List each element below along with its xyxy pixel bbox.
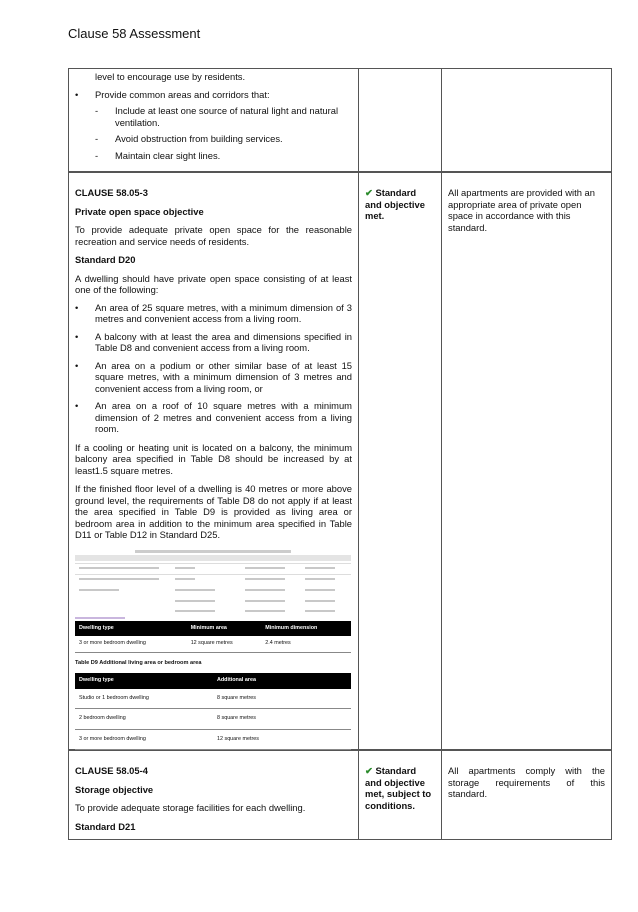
table-header: Minimum dimension [261,621,351,637]
bullet-text: An area of 25 square metres, with a minimum dimension of 3 metres and convenient access from a living room. [95,301,352,324]
dash-text: Avoid obstruction from building services. [115,133,283,144]
assessment-row-continued [68,68,612,172]
comment-cell [442,69,611,171]
checkmark-icon: ✔ [365,187,373,198]
comment-text: All apartments comply with the storage requirements of this standard. [448,765,605,799]
objective-title: Private open space objective [75,205,204,217]
list-item: - Include at least one source of natural light and natural ventilation. [75,105,352,128]
status-text: Standard and objective met, subject to conditions. [365,765,432,811]
standard-title: Standard D20 [75,254,136,265]
comment-cell [442,173,611,749]
embedded-table-figure [75,549,351,751]
objective-title: Storage objective [75,783,154,795]
bullet-text: An area on a podium or other similar base of at least 15 square metres, with a minimum dimension of 3 metres and convenient access from a living room, or [95,359,352,394]
objective-text: To provide adequate private open space for the reasonable recreation and service needs of residents. [75,224,352,247]
list-item: • An area on a roof of 10 square metres with a minimum dimension of 2 metres and convenient access from a living room. [75,400,352,434]
table-cell: 3 or more bedroom dwelling [75,636,187,652]
bullet-text: A balcony with at least the area and dimensions specified in Table D8 and convenient access from a living room. [95,330,352,353]
assessment-row-storage [68,750,612,840]
list-item: - Avoid obstruction from building services. [95,133,283,144]
table-row [75,709,351,730]
checkmark-icon: ✔ [365,765,373,776]
table-d9 [75,673,351,750]
lead-text: level to encourage use by residents. [95,71,246,82]
table-cell: 12 square metres [213,729,351,750]
status-cell [359,173,442,749]
table-header: Dwelling type [75,673,213,689]
table-row [75,729,351,750]
blurred-table-image [75,549,351,621]
requirement-cell [69,751,359,839]
table-header: Dwelling type [75,621,187,637]
table-cell: 2 bedroom dwelling [75,709,213,730]
status-cell [359,69,442,171]
table-row [75,636,351,652]
standard-intro: A dwelling should have private open space consisting of at least one of the following: [75,272,352,295]
objective-text: To provide adequate storage facilities for each dwelling. [75,802,306,813]
requirement-cell [69,69,359,171]
table-cell: 12 square metres [187,636,262,652]
table-cell: 8 square metres [213,689,351,709]
table-cell: 3 or more bedroom dwelling [75,729,213,750]
list-item: - Maintain clear sight lines. [95,149,221,161]
comment-cell [442,751,611,839]
paragraph: If the finished floor level of a dwelling is 40 metres or more above ground level, the requirements of Table D8 do not apply if at least the area specified in Table D9 is provided as living area or bedroom area in addition to the minimum area specified in Table D11 or Table D12 in Standard D25. [75,483,352,540]
table-cell: 8 square metres [213,709,351,730]
clause-heading: CLAUSE 58.05-4 [75,765,148,776]
table-d8 [75,621,351,653]
table-header: Additional area [213,673,351,689]
table-caption: Table D9 Additional living area or bedroom area [75,659,202,666]
assessment-row-private-open-space [68,172,612,750]
bullet-text: An area on a roof of 10 square metres with a minimum dimension of 2 metres and convenient access from a living room. [95,400,352,434]
list-item: • An area on a podium or other similar base of at least 15 square metres, with a minimum dimension of 3 metres and convenient access from a living room, or [75,359,352,394]
status-cell [359,751,442,839]
requirement-cell [69,173,359,749]
list-item: • An area of 25 square metres, with a minimum dimension of 3 metres and convenient access from a living room. [75,301,352,324]
table-cell: 2.4 metres [261,636,351,652]
table-header: Minimum area [187,621,262,637]
page-title: Clause 58 Assessment [68,26,201,41]
bullet-text: Provide common areas and corridors that: [95,88,270,100]
paragraph: If a cooling or heating unit is located on a balcony, the minimum balcony area specified in Table D8 should be increased by at least1.5 square metres. [75,441,352,476]
dash-text: Maintain clear sight lines. [115,149,221,161]
standard-title: Standard D21 [75,820,136,832]
list-item: • Provide common areas and corridors that: [75,88,270,100]
table-cell: Studio or 1 bedroom dwelling [75,689,213,709]
clause-heading: CLAUSE 58.05-3 [75,187,148,198]
dash-text: Include at least one source of natural light and natural ventilation. [115,105,339,128]
table-row [75,689,351,709]
comment-text: All apartments are provided with an appropriate area of private open space in accordance with this standard. [448,187,595,233]
list-item: • A balcony with at least the area and dimensions specified in Table D8 and convenient access from a living room. [75,330,352,353]
status-text: Standard and objective met. [365,187,425,221]
